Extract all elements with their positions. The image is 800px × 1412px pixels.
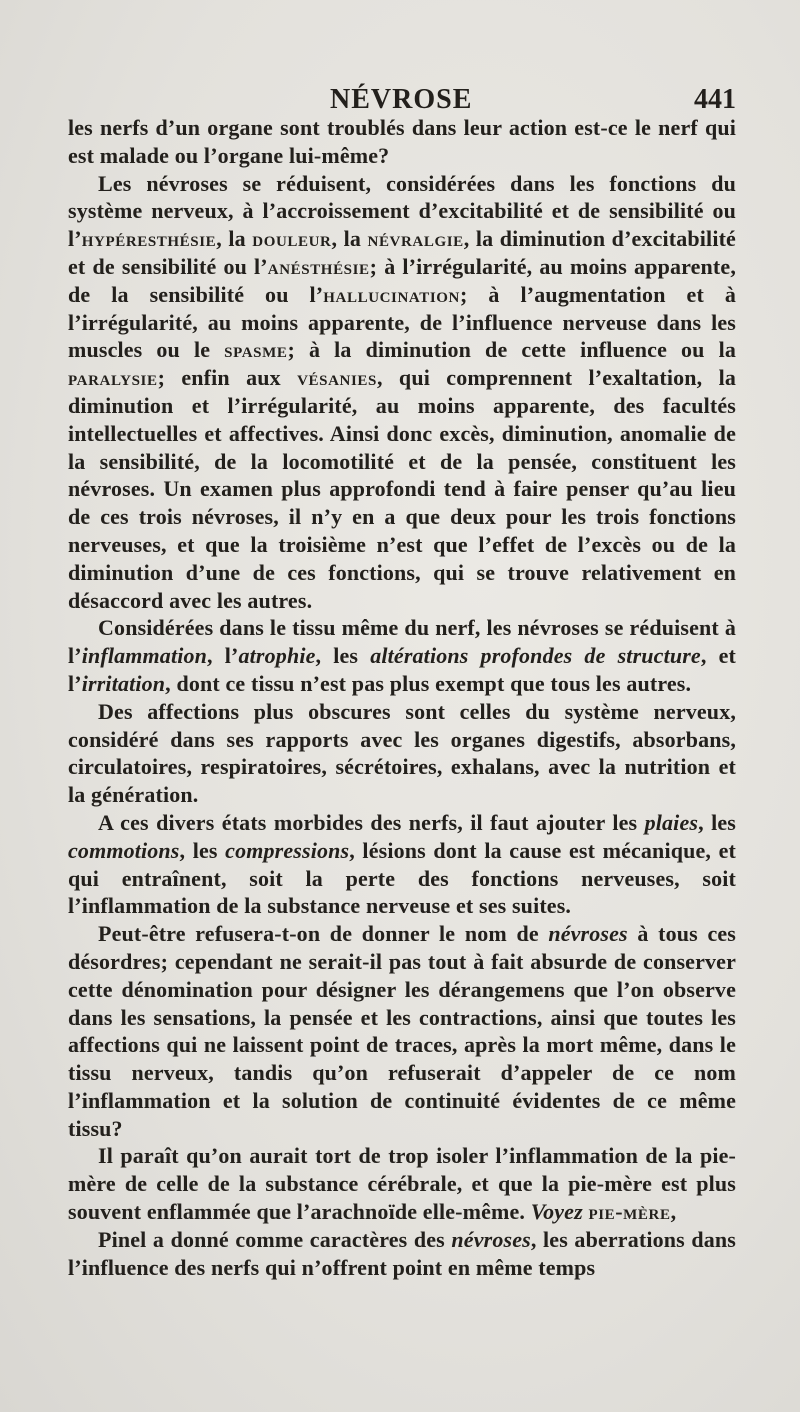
page-header — [68, 82, 736, 118]
term-plaies: plaies — [644, 809, 699, 835]
term-nevralgie: névralgie — [367, 226, 464, 252]
paragraph-6: Peut-être refusera-t-on de donner le nom de névroses à tous ces désordres; cependant ne serait-il pas tout à fait absurde de conserver cette dénomination pour désigner les dérangemens que l’on observe dans les sensations, la pensée et les contractions, ainsi que toutes les affections qui ne laissent point de traces, après la mort même, dans le tissu nerveux, tandis qu’on refuserait d’appeler de ce nom l’inflammation et la solution de continuité évidentes de ce même tissu? — [68, 921, 736, 1141]
paragraph-7: Il paraît qu’on aurait tort de trop isoler l’inflammation de la pie-mère de celle de la substance cérébrale, et que la pie-mère est plus souvent enflammée que l’arachnoïde elle-même. Voyez pie-mère, — [68, 1143, 736, 1225]
term-irritation: irritation — [81, 670, 166, 696]
paragraph-2: Les névroses se réduisent, considérées dans les fonctions du système nerveux, à l’accroissement d’excitabilité et de sensibilité ou l’hypéresthésie, la douleur, la névralgie, la diminution d’excitabilité et de sensibilité ou l’anésthésie; à l’irrégularité, au moins apparente, de la sensibilité ou l’hallucination; à l’augmentation et à l’irrégularité, au moins apparente, de l’influence nerveuse dans les muscles ou le spasme; à la diminution de cette influence ou la paralysie; enfin aux vésanies, qui comprennent l’exaltation, la diminution et l’irrégularité, au moins apparente, des facultés intellectuelles et affectives. Ainsi donc excès, diminution, anomalie de la sensibilité, de la locomotilité et de la pensée, constituent les névroses. Un examen plus approfondi tend à faire penser qu’au lieu de ces trois névroses, il n’y en a que deux pour les trois fonctions nerveuses, et que la troisième n’est que l’effet de l’excès ou de la diminution d’une de ces fonctions, qui se trouve relativement en désaccord avec les autres. — [68, 170, 736, 613]
term-inflammation: inflammation — [81, 643, 208, 669]
body-text — [68, 114, 736, 1281]
term-nevroses-2: névroses — [451, 1226, 531, 1252]
term-spasme: spasme — [224, 337, 288, 363]
term-commotions: commotions — [68, 837, 180, 863]
page-number: 441 — [694, 84, 736, 115]
term-douleur: douleur — [252, 226, 332, 252]
term-paralysie: paralysie — [68, 365, 158, 391]
paragraph-5: A ces divers états morbides des nerfs, il faut ajouter les plaies, les commotions, les compressions, lésions dont la cause est mécanique, et qui entraînent, soit la perte des fonctions nerveuses, soit l’inflammation de la substance nerveuse et ses suites. — [68, 809, 736, 919]
term-atrophie: atrophie — [238, 643, 316, 669]
term-anesthesie: anésthésie — [267, 253, 370, 279]
term-compressions: compressions — [225, 837, 350, 863]
term-nevroses: névroses — [548, 921, 628, 947]
cross-reference-voyez: Voyez — [530, 1199, 583, 1225]
term-alterations: altérations profondes de structure — [370, 643, 701, 669]
term-vesanies: vésanies — [297, 365, 377, 391]
term-hallucination: hallucination — [323, 281, 460, 307]
running-title: NÉVROSE — [330, 84, 473, 115]
term-hyperesthesie: hypéresthésie — [81, 226, 217, 252]
paragraph-8: Pinel a donné comme caractères des névroses, les aberrations dans l’influence des nerfs qui n’offrent point en même temps — [68, 1226, 736, 1280]
term-pie-mere: pie-mère — [588, 1199, 671, 1225]
paragraph-4: Des affections plus obscures sont celles du système nerveux, considéré dans ses rapports avec les organes digestifs, absorbans, circulatoires, respiratoires, sécrétoires, exhalans, avec la nutrition et la génération. — [68, 698, 736, 808]
paragraph-3: Considérées dans le tissu même du nerf, les névroses se réduisent à l’inflammation, l’atrophie, les altérations profondes de structure, et l’irritation, dont ce tissu n’est pas plus exempt que tous les autres. — [68, 615, 736, 696]
paragraph-1: les nerfs d’un organe sont troublés dans leur action est-ce le nerf qui est malade ou l’organe lui-même? — [68, 115, 736, 168]
